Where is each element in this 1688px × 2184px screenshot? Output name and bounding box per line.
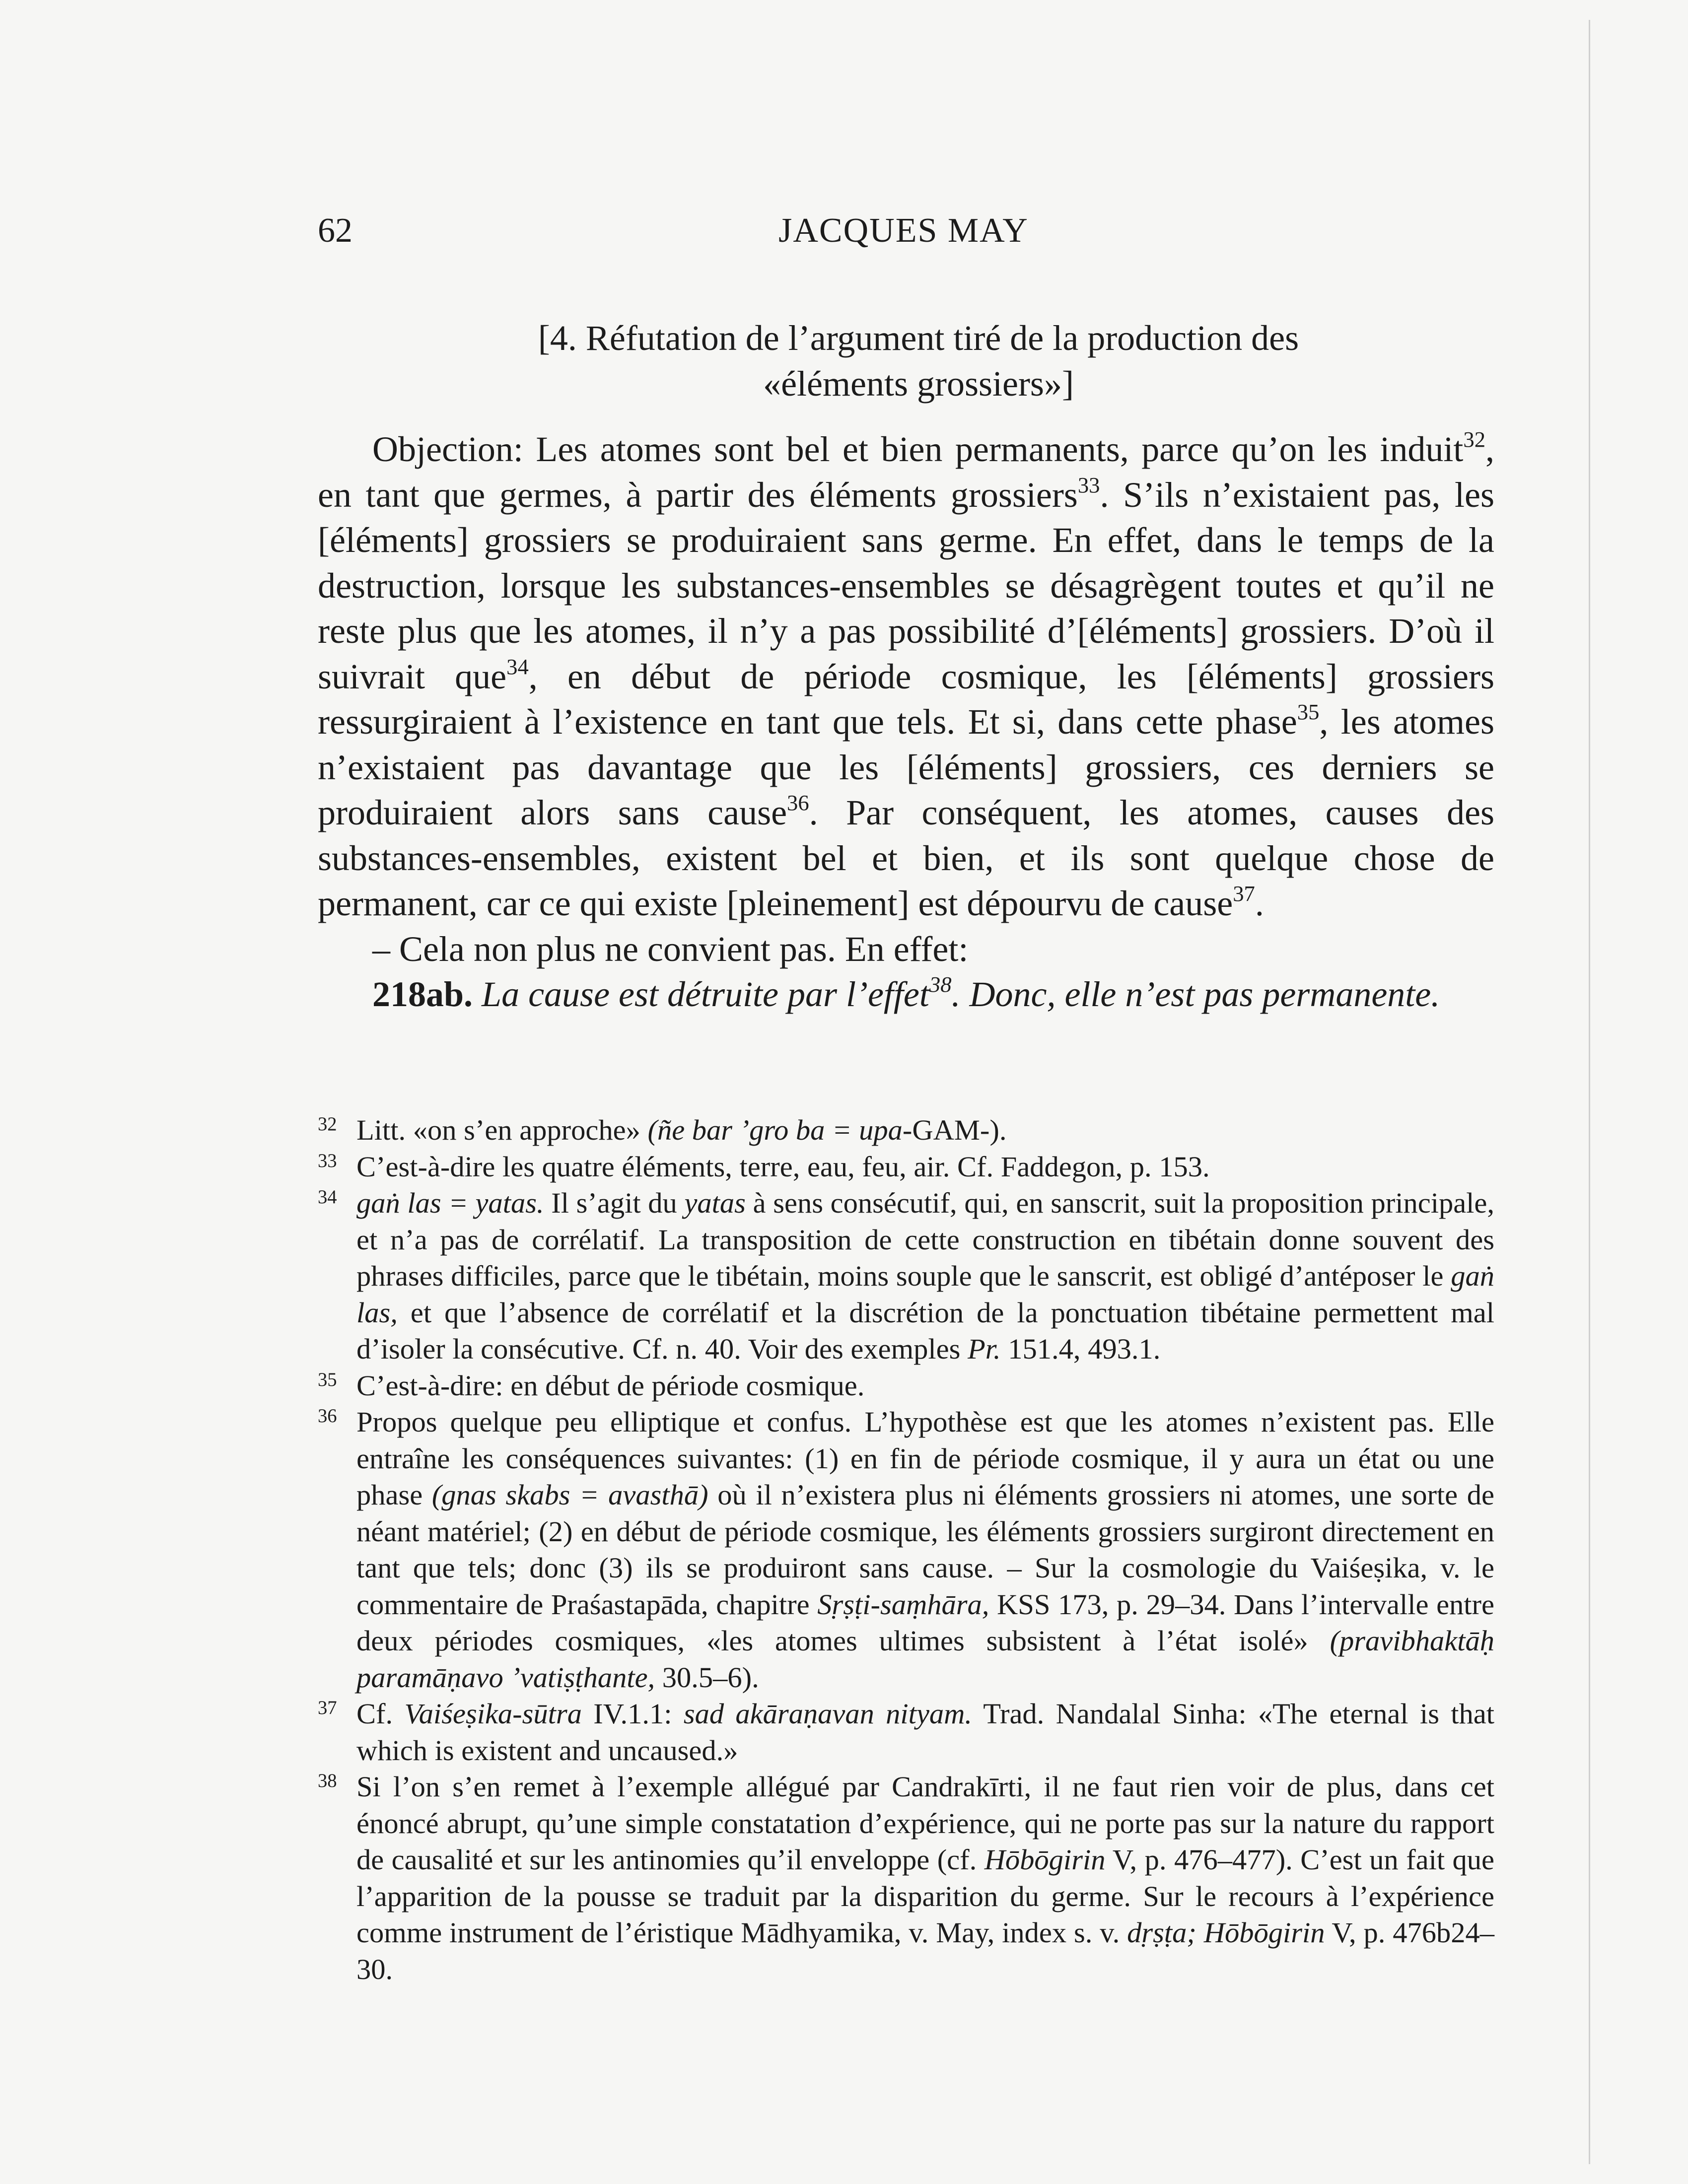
text-run: à sens consécutif, qui, en sanscrit, suit la proposition principale, et n’a pas de corrélatif. La transposition de cette construction en tibétain donne souvent des phrases difficiles, parce que le tibétain, moins souple que le sanscrit, est obligé d’antéposer le [356,1187,1494,1292]
text-run: (gnas skabs = avasthā) [431,1479,708,1511]
text-run: 151.4, 493.1. [1000,1333,1161,1365]
text-run: C’est-à-dire: en début de période cosmique. [356,1369,865,1402]
text-run: . Donc, elle n’est pas permanente. [951,974,1440,1014]
text-run: 30.5–6). [655,1661,759,1694]
text-run: GAM-). [912,1114,1007,1146]
footnote-number: 36 [318,1406,337,1427]
text-run: dṛṣṭa; [1127,1916,1196,1949]
footnote-34 [318,1185,1494,1367]
section-title-line-2: «éléments grossiers»] [763,364,1074,404]
text-run: Pr. [967,1333,1001,1365]
text-run: Sṛṣṭi-saṃhāra, [817,1588,989,1621]
footnote-ref: 38 [929,971,952,997]
text-run: IV.1.1: [581,1698,684,1730]
footnote-number: 35 [318,1369,337,1390]
objection-paragraph [318,427,1494,927]
text-run: . S’ils n’existaient pas, les [éléments] grossiers se produiraient sans germe. En effet, dans le temps de la destruction, lorsque les substances-ensembles se désagrègent toutes et qu’il ne reste plus que les atomes, il n’y a pas possibilité d’[éléments] grossiers. D’où il suivrait que [318,475,1494,696]
text-run: Hōbōgirin [1203,1916,1325,1949]
text-run: V, p. 476–477). C’est un fait que l’apparition de la pousse se traduit par la disparition du germe. Sur le recours à l’expérience comme instrument de l’éristique Mādhyamika, v. May, index s. v. [356,1843,1494,1949]
footnote-number: 33 [318,1150,337,1171]
text-run: V, p. 476b24–30. [356,1916,1495,1985]
footnote-32 [318,1112,1494,1149]
reply-paragraph: – Cela non plus ne convient pas. En effet: [372,929,969,969]
verse-paragraph [318,972,1494,1018]
footnote-number: 38 [318,1771,337,1791]
text-run: gaṅ las = yatas. [356,1187,544,1219]
footnote-36 [318,1404,1494,1696]
text-run: Hōbōgirin [984,1843,1106,1876]
text-run: sad akāraṇavan nityam. [683,1698,973,1730]
footnote-ref: 33 [1077,472,1100,497]
footnote-37 [318,1696,1494,1769]
page-header [318,211,1489,251]
text-run: . Par conséquent, les atomes, causes des substances-ensembles, existent bel et bien, et ils sont quelque chose de permanent, car ce qui existe [pleinement] est dépourvu de cause [318,793,1494,923]
footnote-number: 34 [318,1187,337,1208]
text-run: et que l’absence de corrélatif et la discrétion de la ponctuation tibétaine permettent mal d’isoler la consécutive. Cf. n. 40. Voir des exemples [356,1296,1494,1365]
verse-text [482,971,1440,1014]
text-run: , en tant que germes, à partir des éléments grossiers [318,429,1494,515]
text-run: Trad. Nandalal Sinha: «The eternal is that which is existent and uncaused.» [356,1698,1495,1767]
page-number: 62 [318,211,352,250]
running-head: JACQUES MAY [778,211,1029,250]
text-run: où il n’existera plus ni éléments grossiers ni atomes, une sorte de néant matériel; (2) en début de période cosmique, les éléments grossiers surgiront directement en tant que tels; donc (3) ils se produiront sans cause. – Sur la cosmologie du Vaiśeṣika, v. le commentaire de Praśastapāda, chapitre [356,1479,1494,1621]
text-run: . [1255,884,1264,923]
text-run: , en début de période cosmique, les [éléments] grossiers ressurgiraient à l’existence en tant que tels. Et si, dans cette phase [318,656,1494,742]
text-run: (ñe bar ’gro ba = upa- [647,1114,913,1146]
footnote-ref: 37 [1233,881,1255,906]
section-title-line-1: [4. Réfutation de l’argument tiré de la production des [538,318,1299,358]
text-run: Vaiśeṣika-sūtra [404,1698,582,1730]
text-run: Si l’on s’en remet à l’exemple allégué par Candrakīrti, il ne faut rien voir de plus, dans cet énoncé abrupt, qu’une simple constatation d’expérience, qui ne porte pas sur la nature du rapport de causalité et sur les antinomies qu’il enveloppe (cf. [356,1771,1494,1876]
text-run: Cf. [356,1698,405,1730]
text-run: gaṅ las, [356,1260,1494,1329]
footnote-ref: 34 [506,654,529,679]
text-run: KSS 173, p. 29–34. Dans l’intervalle entre deux périodes cosmiques, «les atomes ultimes subsistent à l’état isolé» [356,1588,1494,1657]
footnote-35 [318,1367,1494,1404]
text-run: Litt. «on s’en approche» [356,1114,648,1146]
footnote-ref: 32 [1463,426,1485,452]
footnote-38 [318,1769,1494,1987]
text-run: Objection: Les atomes sont bel et bien permanents, parce qu’on les induit [372,429,1464,469]
footnote-number: 32 [318,1114,337,1135]
text-run: La cause est détruite par l’effet [482,974,929,1014]
footnote-ref: 36 [787,790,809,815]
text-run [1196,1916,1204,1949]
text-run: (pravibhaktāḥ paramāṇavo ’vatiṣṭhante, [356,1625,1494,1694]
footnote-number: 37 [318,1698,337,1718]
text-run: yatas [684,1187,746,1219]
text-run: Il s’agit du [544,1187,685,1219]
verse-number: 218ab. [372,974,473,1014]
footnotes [318,1112,1494,1987]
footnote-33 [318,1149,1494,1185]
text-run: C’est-à-dire les quatre éléments, terre, eau, feu, air. Cf. Faddegon, p. 153. [356,1150,1210,1183]
main-text [318,427,1494,1018]
footnote-ref: 35 [1297,699,1320,724]
text-run: Propos quelque peu elliptique et confus. L’hypothèse est que les atomes n’existent pas. Elle entraîne les conséquences suivantes: (1) en fin de période cosmique, il y aura un état ou une phase [356,1406,1494,1511]
page-edge-line [1589,20,1590,2164]
section-title [472,315,1365,407]
text-run: , les atomes n’existaient pas davantage que les [éléments] grossiers, ces derniers se produiraient alors sans cause [318,702,1494,832]
